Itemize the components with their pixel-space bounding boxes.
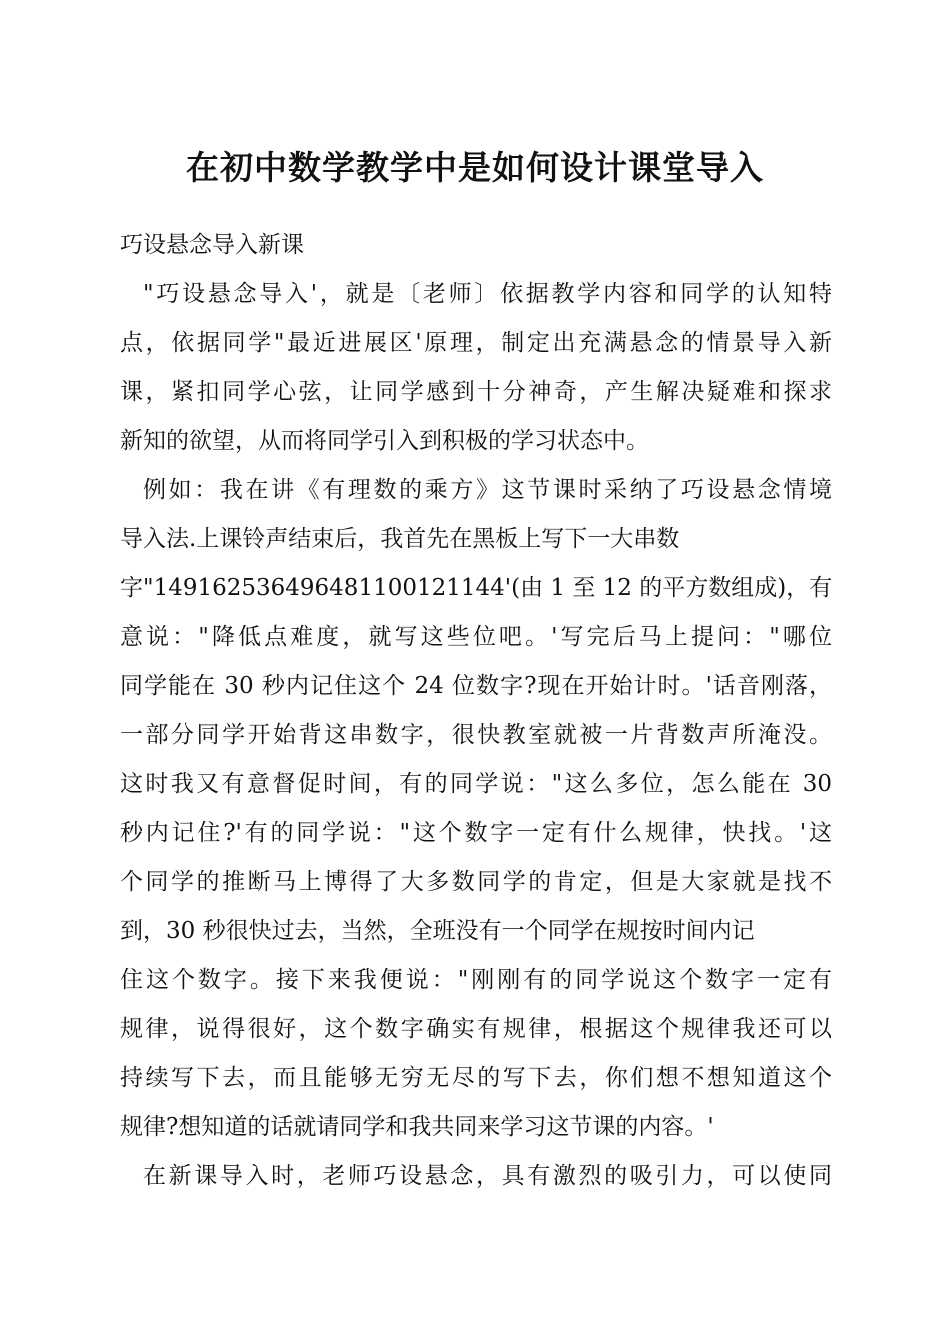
section-heading-text: 巧设悬念导入新课: [120, 232, 304, 258]
paragraph-2: [120, 466, 832, 1152]
section-heading: [120, 221, 832, 270]
paragraph-line: 导入法.上课铃声结束后，我首先在黑板上写下一大串数: [120, 526, 680, 552]
paragraph-line: 秒内记住?'有的同学说："这个数字一定有什么规律，快找。'这: [120, 820, 832, 846]
paragraph-line: 例如：我在讲《有理数的乘方》这节课时采纳了巧设悬念情境: [143, 477, 832, 503]
paragraph-line: 新知的欲望，从而将同学引入到积极的学习状态中。: [120, 428, 649, 454]
paragraph-1: [120, 270, 832, 466]
paragraph-line: 住这个数字。接下来我便说："刚刚有的同学说这个数字一定有: [120, 967, 832, 993]
paragraph-line: 规律，说得很好，这个数字确实有规律，根据这个规律我还可以: [120, 1016, 832, 1042]
paragraph-line: 意说："降低点难度，就写这些位吧。'写完后马上提问："哪位: [120, 624, 832, 650]
paragraph-3: [120, 1152, 832, 1201]
paragraph-line: 持续写下去，而且能够无穷无尽的写下去，你们想不想知道这个: [120, 1065, 832, 1091]
paragraph-line: 字"149162536496481100121144'(由 1 至 12 的平方数组成)，有: [120, 575, 833, 601]
paragraph-line: 这时我又有意督促时间，有的同学说："这么多位，怎么能在 30: [120, 771, 832, 797]
paragraph-line: 一部分同学开始背这串数字，很快教室就被一片背数声所淹没。: [120, 722, 832, 748]
document-title: 在初中数学教学中是如何设计课堂导入: [186, 148, 764, 187]
paragraph-line: 课，紧扣同学心弦，让同学感到十分神奇，产生解决疑难和探求: [120, 379, 832, 405]
paragraph-line: 个同学的推断马上博得了大多数同学的肯定，但是大家就是找不: [120, 869, 832, 895]
paragraph-line: 同学能在 30 秒内记住这个 24 位数字?现在开始计时。'话音刚落，: [120, 673, 832, 699]
paragraph-line: "巧设悬念导入'，就是〔老师〕依据教学内容和同学的认知特: [143, 281, 832, 307]
paragraph-line: 到，30 秒很快过去，当然，全班没有一个同学在规按时间内记: [120, 918, 755, 944]
paragraph-line: 点，依据同学"最近进展区'原理，制定出充满悬念的情景导入新: [120, 330, 832, 356]
paragraph-line: 规律?想知道的话就请同学和我共同来学习这节课的内容。': [120, 1114, 714, 1140]
paragraph-line: 在新课导入时，老师巧设悬念，具有激烈的吸引力，可以使同: [143, 1163, 832, 1189]
